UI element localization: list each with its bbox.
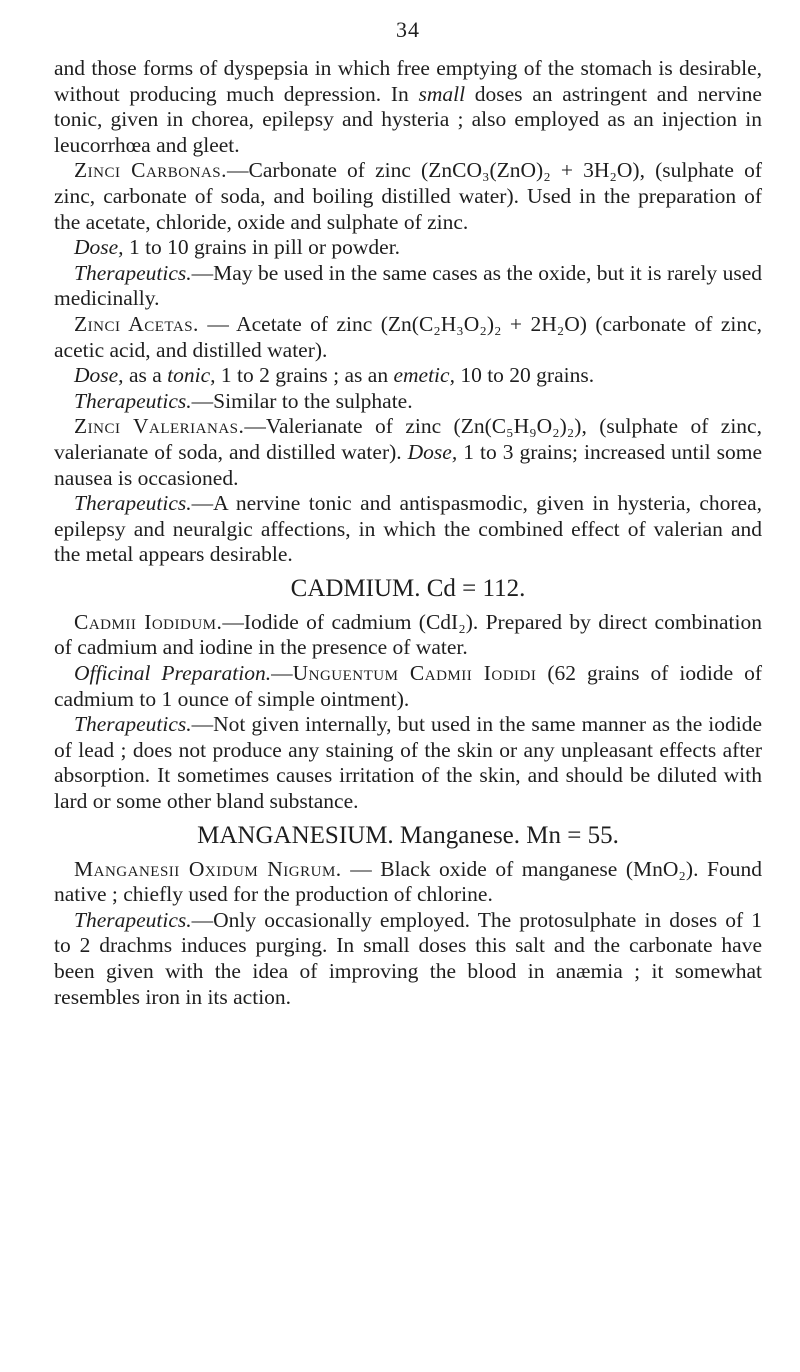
cadmium-heading: CADMIUM. Cd = 112. — [290, 574, 526, 602]
manganesii-oxidum-therapeutics: Therapeutics.—Only occasionally employed. The protosulphate in doses of 1 to 2 drachms induces purging. In small doses this salt and the carbonate have been given with the idea of improving the blood in anæmia ; it somewhat resembles iron in its action. — [54, 907, 762, 1009]
manganesii-oxidum-entry: Manganesii Oxidum Nigrum. — Black oxide of manganese (MnO₂). Found native ; chiefly used for the production of chlorine. — [54, 856, 762, 907]
zinci-valerianas-entry: Zinci Valerianas.—Valerianate of zinc (Zn(C₅H₉O₂)₂), (sulphate of zinc, valerianate of soda, and distilled water). Dose, 1 to 3 grains; increased until some nausea is occasioned. — [54, 414, 762, 490]
entry-name: Cadmii Iodidum. — [74, 609, 223, 634]
cadmii-iodidum-therapeutics: Therapeutics.—Not given internally, but used in the same manner as the iodide of lead ; does not produce any staining of the skin or any unpleasant effects after absorption. It sometimes causes irritation of the skin, and should be diluted with lard or some other bland substance. — [54, 712, 762, 814]
manganese-heading: MANGANESIUM. Manganese. Mn = 55. — [197, 821, 619, 849]
entry-name: Zinci Valerianas. — [74, 414, 245, 439]
zinci-carbonas-entry: Zinci Carbonas.—Carbonate of zinc (ZnCO₃(ZnO)₂ + 3H₂O), (sulphate of zinc, carbonate of soda, and boiling distilled water). Used in the preparation of the acetate, chloride, oxide and sulphate of zinc. — [54, 158, 762, 234]
entry-name: Manganesii Oxidum Nigrum. — [74, 856, 342, 881]
cadmii-iodidum-officinal: Officinal Preparation.—Unguentum Cadmii Iodidi (62 grains of iodide of cadmium to 1 ounce of simple ointment). — [54, 661, 762, 711]
zinci-acetas-entry: Zinci Acetas. — Acetate of zinc (Zn(C₂H₃O₂)₂ + 2H₂O) (carbonate of zinc, acetic acid, and distilled water). — [54, 311, 763, 362]
page-number: 34 — [396, 17, 420, 42]
zinci-valerianas-therapeutics: Therapeutics.—A nervine tonic and antispasmodic, given in hysteria, chorea, epilepsy and neuralgic affections, in which the combined effect of valerian and the metal appears desirable. — [54, 491, 762, 567]
book-page — [54, 16, 762, 1010]
intro-paragraph: and those forms of dyspepsia in which free emptying of the stomach is desirable, without producing much depression. In small doses an astringent and nervine tonic, given in chorea, epilepsy and hysteria ; also employed as an injection in leucorrhœa and gleet. — [54, 56, 762, 157]
entry-name: Zinci Carbonas. — [74, 158, 228, 183]
zinci-acetas-therapeutics: Therapeutics.—Similar to the sulphate. — [74, 388, 413, 413]
cadmii-iodidum-entry: Cadmii Iodidum.—Iodide of cadmium (CdI₂). Prepared by direct combination of cadmium and iodine in the presence of water. — [54, 609, 762, 660]
zinci-carbonas-therapeutics: Therapeutics.—May be used in the same cases as the oxide, but it is rarely used medicinally. — [54, 260, 762, 311]
zinci-acetas-dose: Dose, as a tonic, 1 to 2 grains ; as an emetic, 10 to 20 grains. — [74, 363, 595, 388]
zinci-carbonas-dose: Dose, 1 to 10 grains in pill or powder. — [74, 235, 401, 260]
entry-name: Zinci Acetas. — [74, 311, 199, 336]
